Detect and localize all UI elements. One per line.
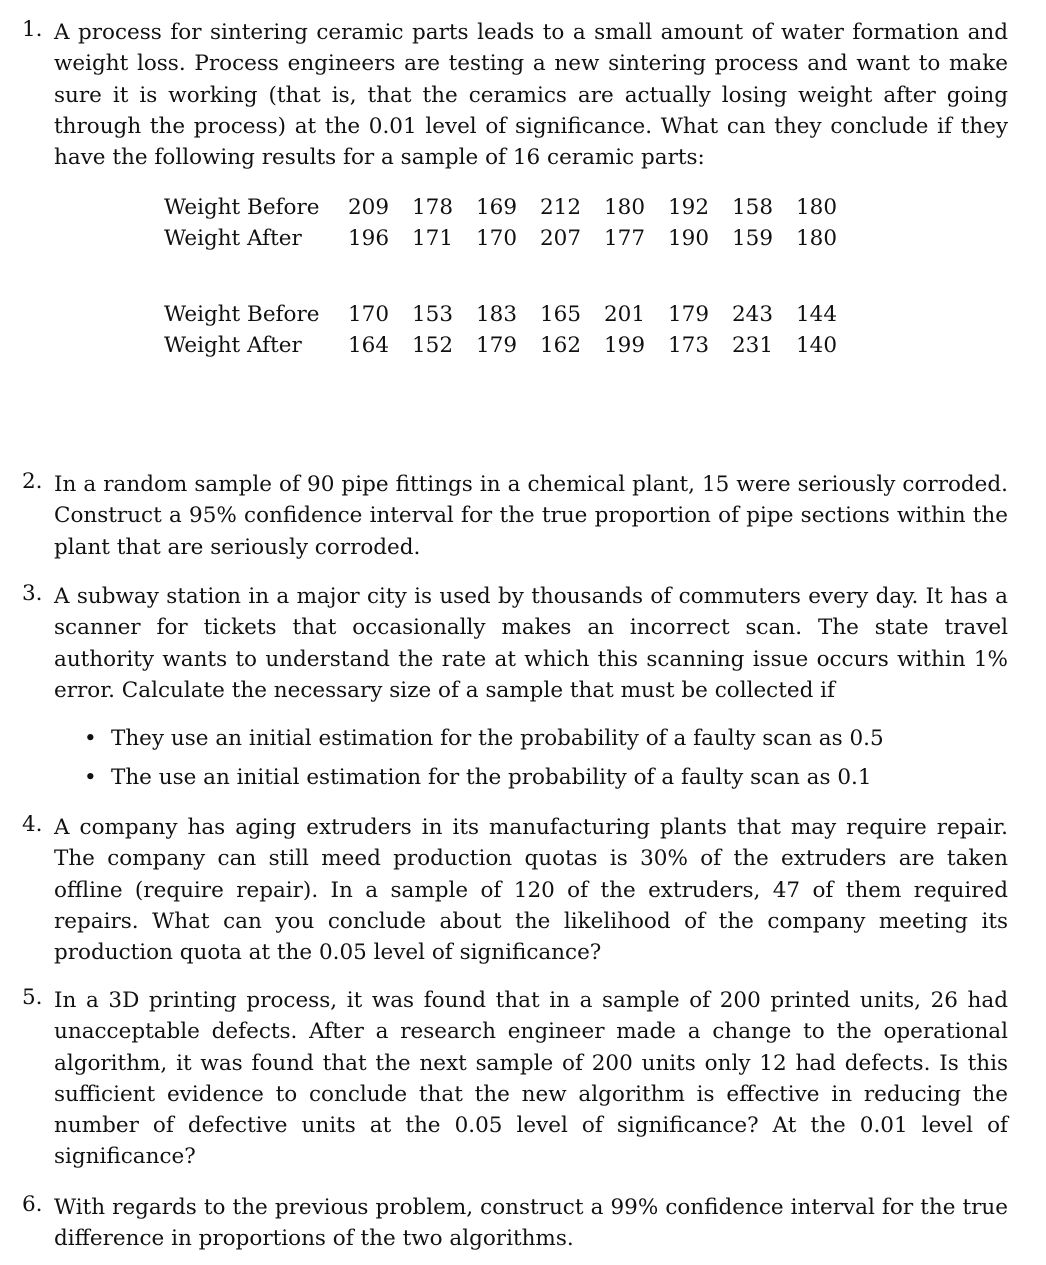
table-cell: 190 xyxy=(668,226,710,252)
table-cell: 164 xyxy=(348,333,390,359)
problem-text: In a 3D printing process, it was found that in a sample of 200 printed units, 26 had unacceptable defects. After a research engineer made a change to the operational algorithm, it was found that the next sample of 200 units only 12 had defects. Is this sufficient evidence to conclude that the new algorithm is effective in reducing the number of defective units at the 0.05 level of significance? At the 0.01 level of significance? xyxy=(54,988,1008,1170)
list-item xyxy=(84,720,1024,759)
problem-1 xyxy=(22,17,1008,173)
table-row xyxy=(164,299,860,330)
table-row xyxy=(164,192,860,223)
row-label: Weight After xyxy=(164,333,302,359)
table-cell: 173 xyxy=(668,333,710,359)
problem-number: 1. xyxy=(22,17,43,42)
table-cell: 231 xyxy=(732,333,774,359)
problem-text: A subway station in a major city is used by thousands of commuters every day. It has a scanner for tickets that occasionally makes an incorrect scan. The state travel authority wants to understand the rate at which this scanning issue occurs within 1% error. Calculate the necessary size of a sample that must be collected if xyxy=(54,584,1008,703)
table-cell: 158 xyxy=(732,195,774,220)
problem-number: 6. xyxy=(22,1192,43,1217)
problem-2 xyxy=(22,469,1008,563)
problem-3-bullets xyxy=(84,720,1024,797)
table-cell: 162 xyxy=(540,333,582,359)
table-cell: 159 xyxy=(732,226,774,252)
problem-4 xyxy=(22,812,1008,968)
table-cell: 209 xyxy=(348,195,390,220)
problem-text: A company has aging extruders in its manufacturing plants that may require repair. The company can still meed production quotas is 30% of the extruders are taken offline (require repair). In a sample of 120 of the extruders, 47 of them required repairs. What can you conclude about the likelihood of the company meeting its production quota at the 0.05 level of significance? xyxy=(54,815,1008,966)
table-cell: 201 xyxy=(604,302,646,327)
bullet-text: They use an initial estimation for the probability of a faulty scan as 0.5 xyxy=(111,726,884,751)
table-cell: 171 xyxy=(412,226,454,252)
table-cell: 177 xyxy=(604,226,646,252)
table-cell: 170 xyxy=(476,226,518,252)
table-cell: 178 xyxy=(412,195,454,220)
problem-number: 3. xyxy=(22,581,43,606)
table-cell: 180 xyxy=(796,195,838,220)
problem-number: 5. xyxy=(22,985,43,1010)
table-cell: 153 xyxy=(412,302,454,327)
problem-text: A process for sintering ceramic parts leads to a small amount of water formation and weight loss. Process engineers are testing a new sintering process and want to make sure it is working (that is, that the ceramics are actually losing weight after going through the process) at the 0.01 level of significance. What can they conclude if they have the following results for a sample of 16 ceramic parts: xyxy=(54,20,1008,171)
table-cell: 140 xyxy=(796,333,838,359)
problem-5 xyxy=(22,985,1008,1173)
problem-6 xyxy=(22,1192,1008,1255)
row-label: Weight Before xyxy=(164,302,320,327)
weights-table-1 xyxy=(164,192,860,255)
row-label: Weight After xyxy=(164,226,302,252)
problem-text: In a random sample of 90 pipe fittings in a chemical plant, 15 were seriously corroded. Construct a 95% confidence interval for the true proportion of pipe sections within the plant that are seriously corroded. xyxy=(54,472,1008,560)
table-cell: 192 xyxy=(668,195,710,220)
table-cell: 196 xyxy=(348,226,390,252)
table-cell: 180 xyxy=(604,195,646,220)
bullet-icon: • xyxy=(84,726,97,751)
problem-3 xyxy=(22,581,1008,706)
row-label: Weight Before xyxy=(164,195,320,220)
table-row xyxy=(164,330,860,361)
table-cell: 207 xyxy=(540,226,582,252)
problem-text: With regards to the previous problem, construct a 99% confidence interval for the true difference in proportions of the two algorithms. xyxy=(54,1195,1008,1252)
table-cell: 179 xyxy=(476,333,518,359)
table-cell: 212 xyxy=(540,195,582,220)
problem-number: 4. xyxy=(22,812,43,837)
weights-table-2 xyxy=(164,299,860,362)
problem-number: 2. xyxy=(22,469,43,494)
table-cell: 144 xyxy=(796,302,838,327)
table-cell: 170 xyxy=(348,302,390,327)
bullet-text: The use an initial estimation for the probability of a faulty scan as 0.1 xyxy=(111,764,872,790)
table-cell: 169 xyxy=(476,195,518,220)
table-cell: 243 xyxy=(732,302,774,327)
table-cell: 199 xyxy=(604,333,646,359)
bullet-icon: • xyxy=(84,764,97,790)
table-cell: 183 xyxy=(476,302,518,327)
table-cell: 165 xyxy=(540,302,582,327)
table-row xyxy=(164,223,860,254)
table-cell: 180 xyxy=(796,226,838,252)
table-cell: 179 xyxy=(668,302,710,327)
table-cell: 152 xyxy=(412,333,454,359)
list-item xyxy=(84,759,1024,798)
